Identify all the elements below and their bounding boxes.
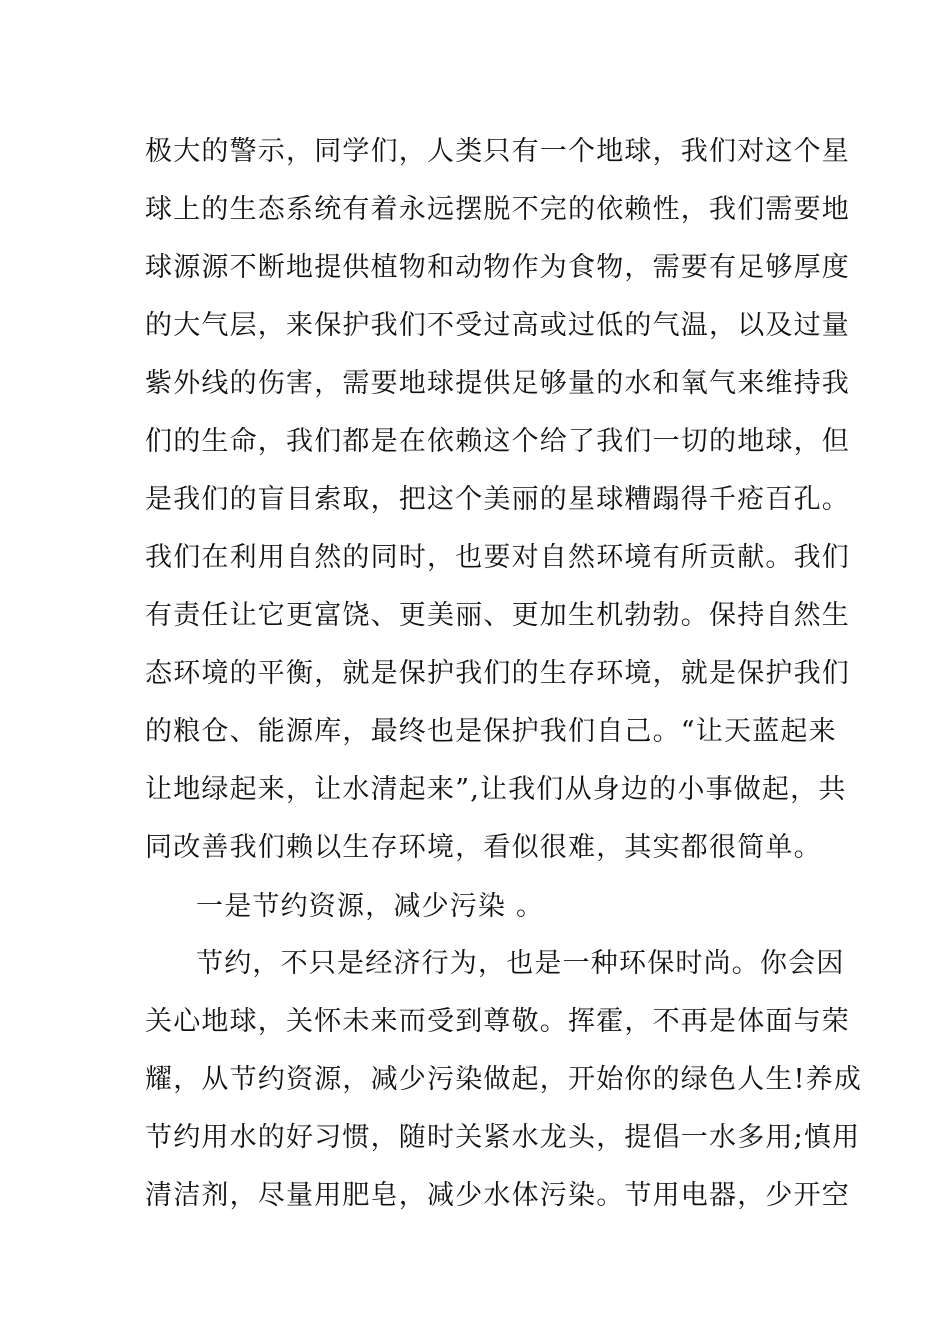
paragraph-line: 的粮仓、能源库，最终也是保护我们自己。“让天蓝起来 [145,716,837,747]
paragraph-line: 球上的生态系统有着永远摆脱不完的依赖性，我们需要地 [145,194,850,225]
paragraph-line: 我们在利用自然的同时，也要对自然环境有所贡献。我们 [145,542,850,573]
paragraph-line: 是我们的盲目索取，把这个美丽的星球糟蹋得千疮百孔。 [145,484,850,515]
paragraph-line: 让地绿起来，让水清起来”,让我们从身边的小事做起，共 [145,774,847,805]
paragraph-line: 紫外线的伤害，需要地球提供足够量的水和氧气来维持我 [145,368,850,399]
paragraph-line: 清洁剂，尽量用肥皂，减少水体污染。节用电器，少开空 [145,1180,850,1211]
paragraph-line: 们的生命，我们都是在依赖这个给了我们一切的地球，但 [145,426,850,457]
paragraph-line: 的大气层，来保护我们不受过高或过低的气温，以及过量 [145,310,850,341]
paragraph-line: 有责任让它更富饶、更美丽、更加生机勃勃。保持自然生 [145,600,850,631]
paragraph-line: 关心地球，关怀未来而受到尊敬。挥霍，不再是体面与荣 [145,1006,850,1037]
section-heading: 一是节约资源，减少污染 。 [196,891,545,922]
paragraph-line: 节约用水的好习惯，随时关紧水龙头，提倡一水多用;慎用 [145,1122,861,1153]
paragraph-line: 极大的警示，同学们，人类只有一个地球，我们对这个星 [145,136,850,167]
paragraph-line: 球源源不断地提供植物和动物作为食物，需要有足够厚度 [145,252,850,283]
paragraph-line: 节约，不只是经济行为，也是一种环保时尚。你会因 [196,948,845,979]
paragraph-line: 耀，从节约资源，减少污染做起，开始你的绿色人生!养成 [145,1064,863,1095]
paragraph-line: 态环境的平衡，就是保护我们的生存环境，就是保护我们 [145,658,850,689]
paragraph-line: 同改善我们赖以生存环境，看似很难，其实都很简单。 [145,832,822,863]
